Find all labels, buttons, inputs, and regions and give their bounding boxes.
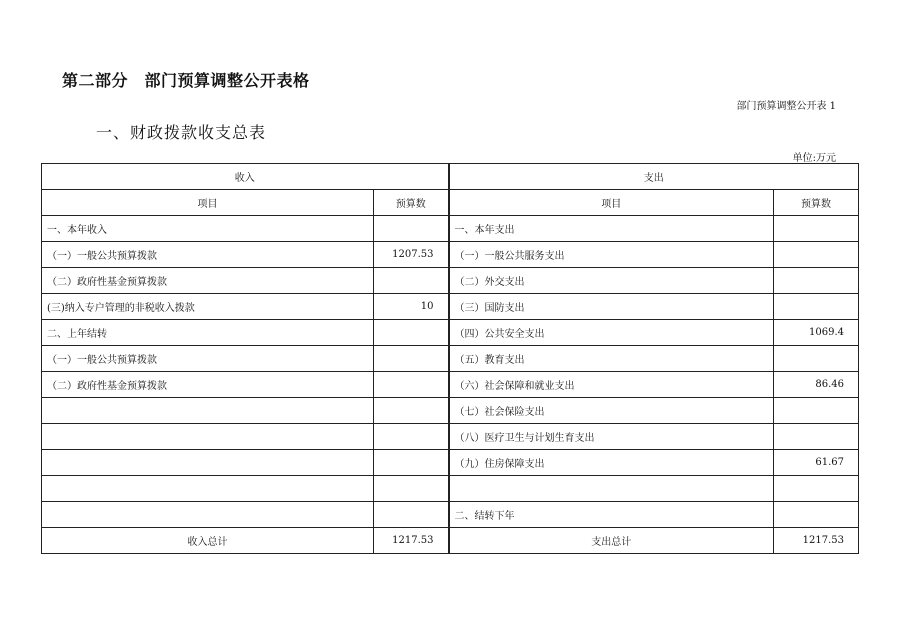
income-value-cell: [374, 398, 449, 424]
expense-header: 支出: [449, 164, 859, 190]
income-value-cell: [374, 450, 449, 476]
income-item-cell: [42, 476, 374, 502]
income-item-cell: [42, 424, 374, 450]
income-item-cell: 二、上年结转: [42, 320, 374, 346]
income-value-cell: 1207.53: [374, 242, 449, 268]
table-row: [42, 242, 859, 268]
income-value-cell: 10: [374, 294, 449, 320]
expense-value-cell: [774, 398, 859, 424]
income-item-cell: （一）一般公共预算拨款: [42, 346, 374, 372]
expense-item-cell: （八）医疗卫生与计划生育支出: [449, 424, 774, 450]
income-value-cell: [374, 216, 449, 242]
expense-value-cell: [774, 476, 859, 502]
expense-value-cell: [774, 242, 859, 268]
expense-value-cell: 61.67: [774, 450, 859, 476]
table-row: [42, 294, 859, 320]
expense-value-cell: [774, 216, 859, 242]
income-item-cell: [42, 502, 374, 528]
budget-summary-table: [41, 163, 859, 554]
expense-item-cell: （一）一般公共服务支出: [449, 242, 774, 268]
table-row: [42, 476, 859, 502]
income-item-cell: （一）一般公共预算拨款: [42, 242, 374, 268]
table-row: [42, 346, 859, 372]
expense-value-cell: 1069.4: [774, 320, 859, 346]
expense-value-cell: [774, 424, 859, 450]
expense-item-cell: （四）公共安全支出: [449, 320, 774, 346]
totals-row: [42, 528, 859, 554]
expense-value-cell: [774, 502, 859, 528]
expense-item-cell: 二、结转下年: [449, 502, 774, 528]
table-row: [42, 398, 859, 424]
expense-item-cell: （二）外交支出: [449, 268, 774, 294]
expense-item-cell: （三）国防支出: [449, 294, 774, 320]
table-header-group-row: [42, 164, 859, 190]
expense-item-cell: 一、本年支出: [449, 216, 774, 242]
income-value-cell: [374, 424, 449, 450]
income-item-cell: (三)纳入专户管理的非税收入拨款: [42, 294, 374, 320]
income-value-cell: [374, 268, 449, 294]
expense-value-cell: [774, 346, 859, 372]
table-row: [42, 320, 859, 346]
expense-item-cell: （九）住房保障支出: [449, 450, 774, 476]
income-header: 收入: [42, 164, 449, 190]
expense-item-cell: （七）社会保险支出: [449, 398, 774, 424]
income-value-cell: [374, 346, 449, 372]
income-item-cell: 一、本年收入: [42, 216, 374, 242]
table-code: 部门预算调整公开表 1: [736, 101, 836, 112]
expense-item-cell: （五）教育支出: [449, 346, 774, 372]
income-value-cell: [374, 502, 449, 528]
table-row: [42, 372, 859, 398]
expense-total-label: 支出总计: [449, 528, 774, 554]
expense-budget-header: 预算数: [774, 190, 859, 216]
table-row: [42, 216, 859, 242]
table-row: [42, 424, 859, 450]
income-item-header: 项目: [42, 190, 374, 216]
income-item-cell: （二）政府性基金预算拨款: [42, 372, 374, 398]
unit-label: 单位:万元: [792, 153, 836, 164]
table-row: [42, 268, 859, 294]
expense-value-cell: [774, 268, 859, 294]
income-item-cell: （二）政府性基金预算拨款: [42, 268, 374, 294]
income-value-cell: [374, 372, 449, 398]
table-row: [42, 502, 859, 528]
expense-value-cell: [774, 294, 859, 320]
page-heading: 第二部分 部门预算调整公开表格: [62, 71, 310, 90]
income-budget-header: 预算数: [374, 190, 449, 216]
income-item-cell: [42, 450, 374, 476]
expense-value-cell: 86.46: [774, 372, 859, 398]
table-header-row: [42, 190, 859, 216]
table-row: [42, 450, 859, 476]
income-item-cell: [42, 398, 374, 424]
section-title: 一、财政拨款收支总表: [96, 123, 267, 142]
income-total-value: 1217.53: [374, 528, 449, 554]
expense-item-header: 项目: [449, 190, 774, 216]
expense-total-value: 1217.53: [774, 528, 859, 554]
expense-item-cell: （六）社会保障和就业支出: [449, 372, 774, 398]
income-total-label: 收入总计: [42, 528, 374, 554]
expense-item-cell: [449, 476, 774, 502]
income-value-cell: [374, 476, 449, 502]
income-value-cell: [374, 320, 449, 346]
